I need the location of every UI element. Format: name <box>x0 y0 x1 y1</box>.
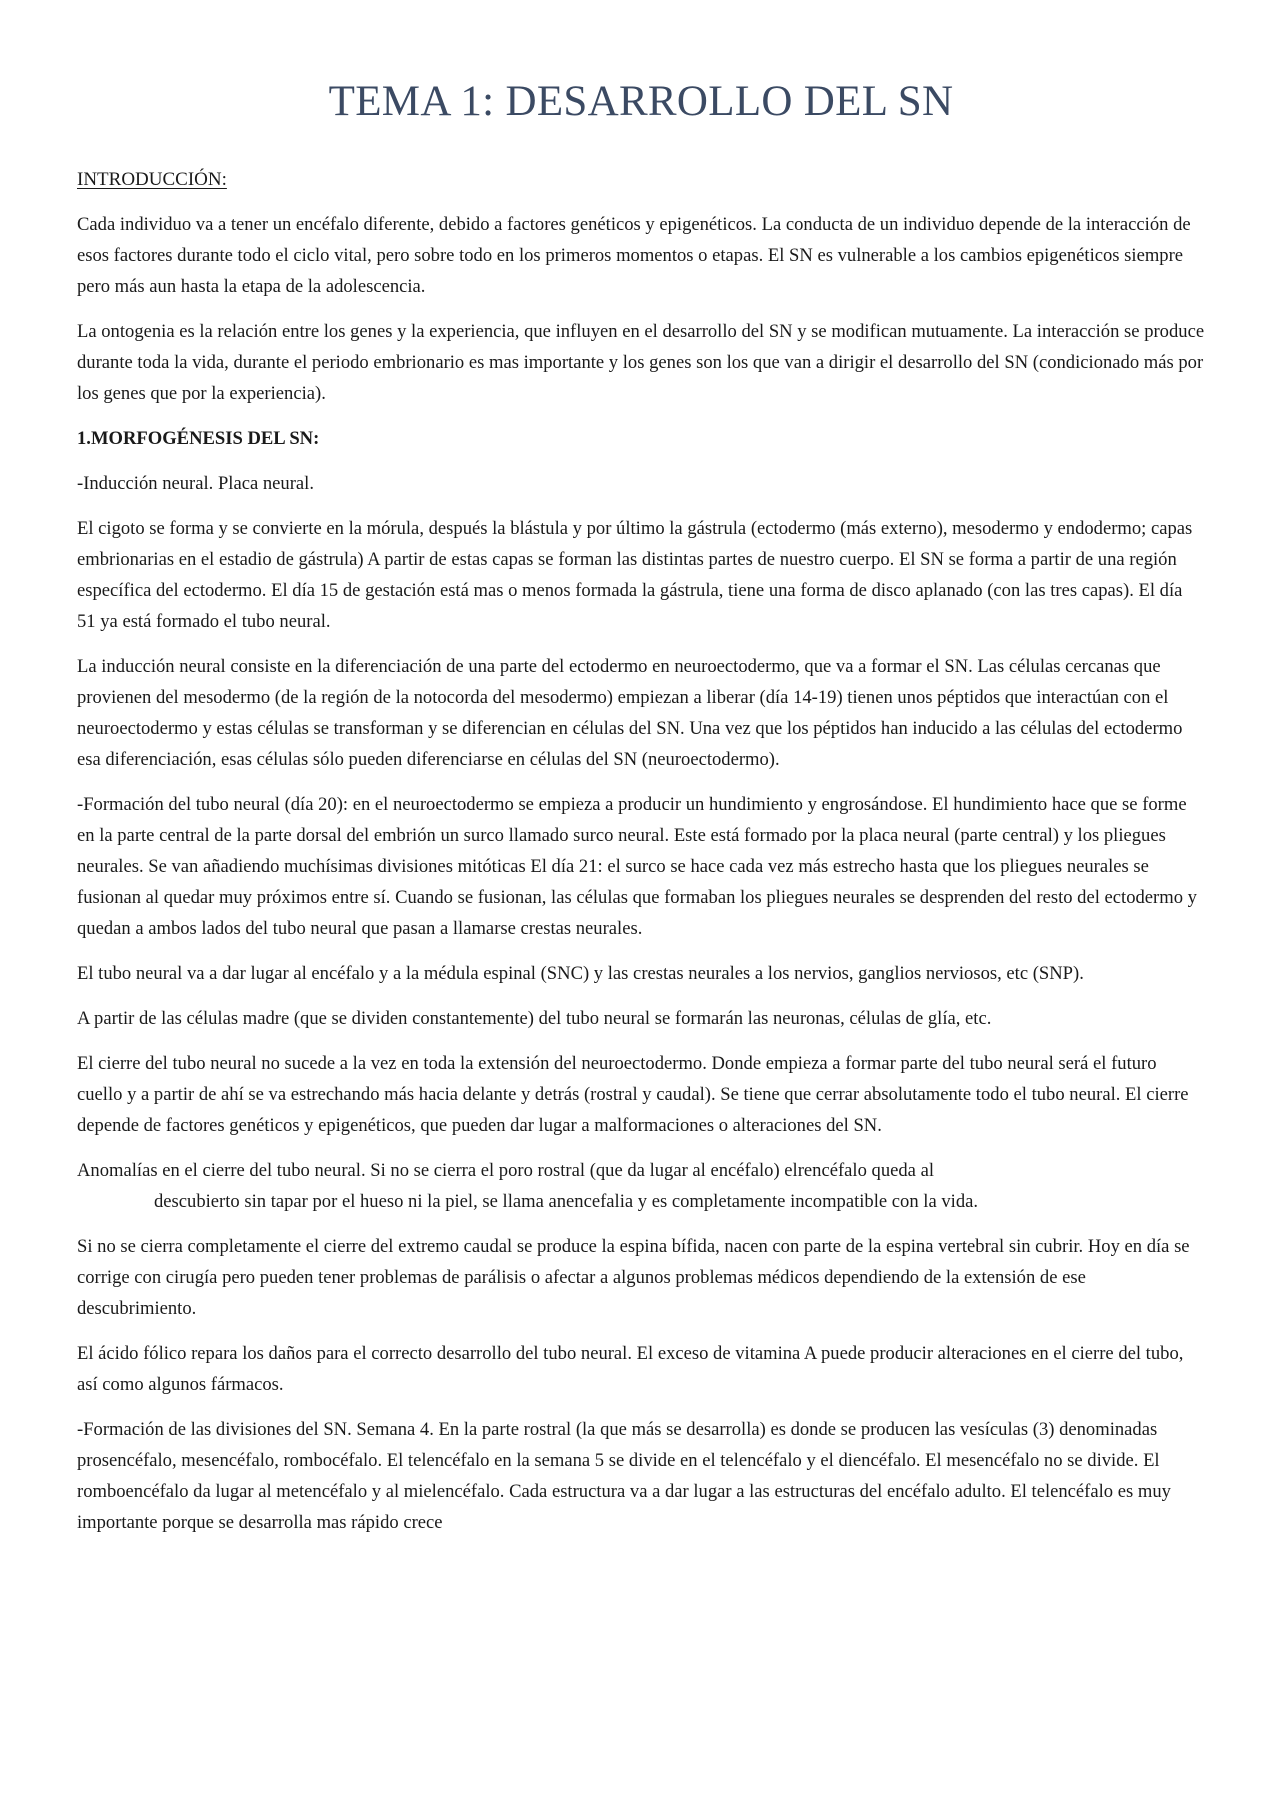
intro-heading: INTRODUCCIÓN: <box>77 169 227 190</box>
paragraph-cigoto: El cigoto se forma y se convierte en la mórula, después la blástula y por último la gástrula (ectodermo (más externo), mesodermo y endodermo; capas embrionarias en el estadio de gástrula) A partir de estas capas se forman las distintas partes de nuestro cuerpo. El SN se forma a partir de una región específica del ectodermo. El día 15 de gestación está mas o menos formada la gástrula, tiene una forma de disco aplanado (con las tres capas). El día 51 ya está formado el tubo neural. <box>77 518 1193 632</box>
paragraph-induccion-title: -Inducción neural. Placa neural. <box>77 473 314 494</box>
paragraph-anomalias-line2: descubierto sin tapar por el hueso ni la piel, se llama anencefalia y es completamente incompatible con la vida. <box>154 1191 979 1212</box>
paragraph-snc-snp: El tubo neural va a dar lugar al encéfalo y a la médula espinal (SNC) y las crestas neurales a los nervios, ganglios nerviosos, etc (SNP). <box>77 963 1084 984</box>
paragraph-cierre-tubo: El cierre del tubo neural no sucede a la vez en toda la extensión del neuroectodermo. Donde empieza a formar parte del tubo neural será el futuro cuello y a partir de ahí se va estrechando más hacia delante y detrás (rostral y caudal). Se tiene que cerrar absolutamente todo el tubo neural. El cierre depende de factores genéticos y epigenéticos, que pueden dar lugar a malformaciones o alteraciones del SN. <box>77 1053 1189 1136</box>
paragraph-induccion-neural: La inducción neural consiste en la diferenciación de una parte del ectodermo en neuroectodermo, que va a formar el SN. Las células cercanas que provienen del mesodermo (de la región de la notocorda del mesodermo) empiezan a liberar (día 14-19) tienen unos péptidos que interactúan con el neuroectodermo y estas células se transforman y se diferencian en células del SN. Una vez que los péptidos han inducido a las células del ectodermo esa diferenciación, esas células sólo pueden diferenciarse en células del SN (neuroectodermo). <box>77 656 1183 770</box>
paragraph-anomalias <box>77 1155 1205 1217</box>
page-title: TEMA 1: DESARROLLO DEL SN <box>328 78 954 125</box>
paragraph-espina-bifida: Si no se cierra completamente el cierre del extremo caudal se produce la espina bífida, nacen con parte de la espina vertebral sin cubrir. Hoy en día se corrige con cirugía pero pueden tener problemas de parálisis o afectar a algunos problemas médicos dependiendo de la extensión de ese descubrimiento. <box>77 1236 1190 1319</box>
paragraph-intro-1: Cada individuo va a tener un encéfalo diferente, debido a factores genéticos y epigenéticos. La conducta de un individuo depende de la interacción de esos factores durante todo el ciclo vital, pero sobre todo en los primeros momentos o etapas. El SN es vulnerable a los cambios epigenéticos siempre pero más aun hasta la etapa de la adolescencia. <box>77 214 1191 297</box>
paragraph-intro-2: La ontogenia es la relación entre los genes y la experiencia, que influyen en el desarrollo del SN y se modifican mutuamente. La interacción se produce durante toda la vida, durante el periodo embrionario es mas importante y los genes son los que van a dirigir el desarrollo del SN (condicionado más por los genes que por la experiencia). <box>77 321 1205 404</box>
section-heading-morfogenesis: 1.MORFOGÉNESIS DEL SN: <box>77 428 320 449</box>
paragraph-acido-folico: El ácido fólico repara los daños para el correcto desarrollo del tubo neural. El exceso de vitamina A puede producir alteraciones en el cierre del tubo, así como algunos fármacos. <box>77 1343 1184 1395</box>
paragraph-divisiones: -Formación de las divisiones del SN. Semana 4. En la parte rostral (la que más se desarrolla) es donde se producen las vesículas (3) denominadas prosencéfalo, mesencéfalo, rombocéfalo. El telencéfalo en la semana 5 se divide en el telencéfalo y el diencéfalo. El mesencéfalo no se divide. El romboencéfalo da lugar al metencéfalo y al mielencéfalo. Cada estructura va a dar lugar a las estructuras del encéfalo adulto. El telencéfalo es muy importante porque se desarrolla mas rápido crece <box>77 1419 1171 1533</box>
paragraph-tubo-neural: -Formación del tubo neural (día 20): en el neuroectodermo se empieza a producir un hundimiento y engrosándose. El hundimiento hace que se forme en la parte central de la parte dorsal del embrión un surco llamado surco neural. Este está formado por la placa neural (parte central) y los pliegues neurales. Se van añadiendo muchísimas divisiones mitóticas El día 21: el surco se hace cada vez más estrecho hasta que los pliegues neurales se fusionan al quedar muy próximos entre sí. Cuando se fusionan, las células que formaban los pliegues neurales se desprenden del resto del ectodermo y quedan a ambos lados del tubo neural que pasan a llamarse crestas neurales. <box>77 794 1197 939</box>
paragraph-anomalias-line1: Anomalías en el cierre del tubo neural. Si no se cierra el poro rostral (que da lugar al encéfalo) elrencéfalo queda al <box>77 1160 934 1181</box>
paragraph-celulas-madre: A partir de las células madre (que se dividen constantemente) del tubo neural se formarán las neuronas, células de glía, etc. <box>77 1008 992 1029</box>
